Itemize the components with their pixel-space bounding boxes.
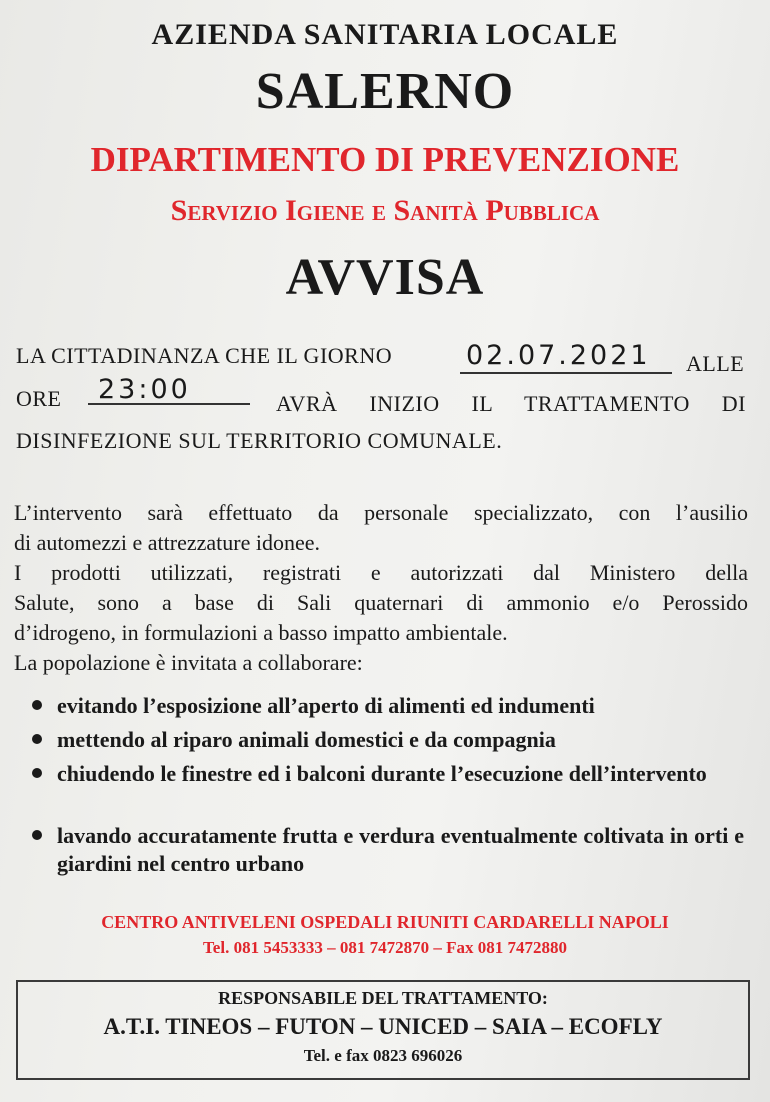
notice-text-1: LA CITTADINANZA CHE IL GIORNO — [16, 343, 393, 368]
body-line: d’idrogeno, in formulazioni a basso impatto ambientale. — [14, 620, 508, 645]
time-underline — [88, 403, 250, 405]
antiveleni-title: CENTRO ANTIVELENI OSPEDALI RIUNITI CARDARELLI NAPOLI — [101, 912, 669, 932]
responsabile-box — [16, 980, 750, 1080]
notice-time: 23:00 — [98, 374, 191, 405]
notice-text-5: DISINFEZIONE SUL TERRITORIO COMUNALE. — [16, 428, 503, 453]
body-line: di automezzi e attrezzature idonee. — [14, 530, 320, 555]
body-paragraph — [14, 498, 748, 678]
bullet-icon — [32, 700, 42, 710]
header-city: SALERNO — [255, 63, 515, 120]
list-item-text: evitando l’esposizione all’aperto di alimenti ed indumenti — [57, 693, 595, 718]
body-line: I prodotti utilizzati, registrati e autorizzati dal Ministero della — [14, 560, 748, 585]
body-line: Salute, sono a base di Sali quaternari di ammonio e/o Perossido — [14, 590, 748, 615]
header-asl: AZIENDA SANITARIA LOCALE — [151, 18, 619, 51]
list-item — [32, 760, 744, 816]
notice-text-4: AVRÀ INIZIO IL TRATTAMENTO DI — [276, 391, 746, 416]
list-item-text: lavando accuratamente frutta e verdura eventualmente coltivata in orti e giardini nel centro urbano — [57, 823, 744, 876]
list-item-text: chiudendo le finestre ed i balconi durante l’esecuzione dell’intervento — [57, 761, 707, 786]
body-line: L’intervento sarà effettuato da personale specializzato, con l’ausilio — [14, 500, 748, 525]
notice-text-3: ORE — [16, 386, 62, 411]
notice-text-4-row — [276, 391, 746, 417]
responsabile-company: A.T.I. TINEOS – FUTON – UNICED – SAIA – ECOFLY — [103, 1014, 663, 1039]
notice-date: 02.07.2021 — [466, 340, 651, 371]
list-item — [32, 726, 744, 754]
bullet-icon — [32, 768, 42, 778]
responsabile-title: RESPONSABILE DEL TRATTAMENTO: — [218, 988, 548, 1008]
header-avvisa: AVVISA — [285, 249, 485, 306]
list-item — [32, 692, 744, 720]
header-service: Servizio Igiene e Sanità Pubblica — [170, 194, 600, 227]
body-line: La popolazione è invitata a collaborare: — [14, 650, 363, 675]
responsabile-phone: Tel. e fax 0823 696026 — [303, 1046, 463, 1065]
list-item-text: mettendo al riparo animali domestici e da compagnia — [57, 727, 556, 752]
antiveleni-phones: Tel. 081 5453333 – 081 7472870 – Fax 081 7472880 — [203, 938, 567, 957]
header-department: DIPARTIMENTO DI PREVENZIONE — [90, 140, 680, 179]
notice-text-2: ALLE — [686, 351, 745, 376]
list-item — [32, 822, 744, 878]
date-underline — [460, 372, 672, 374]
bullet-icon — [32, 734, 42, 744]
bullet-icon — [32, 830, 42, 840]
